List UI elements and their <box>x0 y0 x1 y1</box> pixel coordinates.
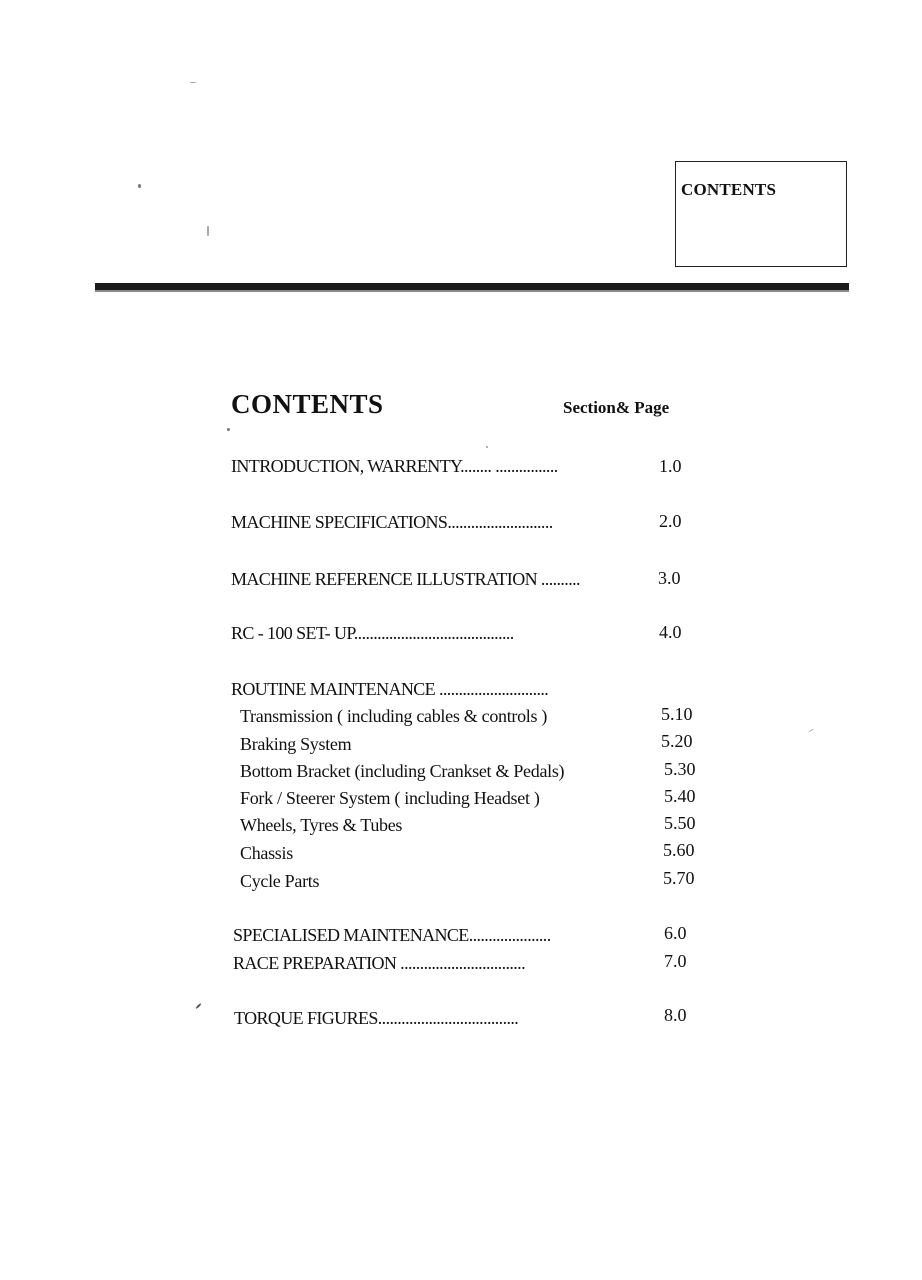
scan-speck <box>195 1003 201 1009</box>
toc-entry-machine-reference-illustration: MACHINE REFERENCE ILLUSTRATION .......... <box>231 569 580 589</box>
toc-subpage-chassis: 5.60 <box>663 840 695 860</box>
toc-page-torque-figures: 8.0 <box>664 1005 687 1025</box>
scan-speck <box>138 184 141 188</box>
toc-subentry-transmission: Transmission ( including cables & controls ) <box>240 706 548 726</box>
scan-speck <box>227 428 230 431</box>
toc-page-introduction: 1.0 <box>659 456 682 476</box>
scan-speck <box>207 226 209 236</box>
toc-entry-torque-figures: TORQUE FIGURES.................................... <box>234 1008 519 1028</box>
header-box-label: CONTENTS <box>681 180 777 199</box>
toc-page-machine-reference-illustration: 3.0 <box>658 568 681 588</box>
horizontal-rule <box>95 283 849 290</box>
page-title: CONTENTS <box>231 389 384 419</box>
toc-subpage-braking-system: 5.20 <box>661 731 693 751</box>
toc-subpage-cycle-parts: 5.70 <box>663 868 695 888</box>
toc-subentry-fork-steerer: Fork / Steerer System ( including Headset ) <box>240 788 540 808</box>
toc-subpage-wheels-tyres-tubes: 5.50 <box>664 813 696 833</box>
toc-entry-set-up: RC - 100 SET- UP......................................... <box>231 623 514 643</box>
toc-page-machine-specifications: 2.0 <box>659 511 682 531</box>
scan-speck <box>486 446 488 448</box>
toc-entry-introduction: INTRODUCTION, WARRENTY........ ................ <box>231 456 558 476</box>
toc-entry-routine-maintenance: ROUTINE MAINTENANCE ............................ <box>231 679 549 699</box>
toc-entry-race-preparation: RACE PREPARATION ................................ <box>233 953 525 973</box>
scan-speck <box>808 729 814 733</box>
toc-page-set-up: 4.0 <box>659 622 682 642</box>
horizontal-rule-shadow <box>95 290 849 292</box>
scan-speck <box>190 82 196 83</box>
toc-subentry-wheels-tyres-tubes: Wheels, Tyres & Tubes <box>240 815 403 835</box>
toc-subentry-braking-system: Braking System <box>240 734 352 754</box>
toc-subpage-transmission: 5.10 <box>661 704 693 724</box>
toc-subentry-chassis: Chassis <box>240 843 293 863</box>
toc-page-race-preparation: 7.0 <box>664 951 687 971</box>
toc-subentry-bottom-bracket: Bottom Bracket (including Crankset & Pedals) <box>240 761 565 781</box>
toc-entry-specialised-maintenance: SPECIALISED MAINTENANCE..................... <box>233 925 551 945</box>
toc-entry-machine-specifications: MACHINE SPECIFICATIONS........................... <box>231 512 553 532</box>
toc-subentry-cycle-parts: Cycle Parts <box>240 871 320 891</box>
toc-subpage-fork-steerer: 5.40 <box>664 786 696 806</box>
toc-page-specialised-maintenance: 6.0 <box>664 923 687 943</box>
header-box <box>675 161 847 267</box>
toc-subpage-bottom-bracket: 5.30 <box>664 759 696 779</box>
column-header: Section& Page <box>563 398 670 417</box>
